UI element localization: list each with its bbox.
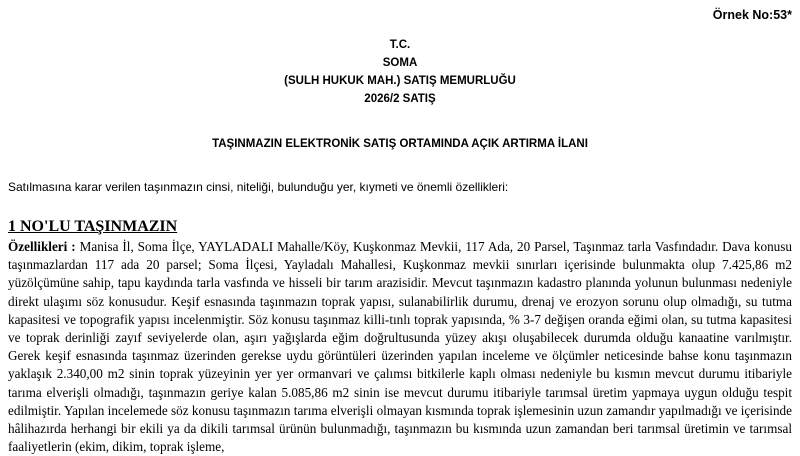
example-number: Örnek No:53*: [712, 8, 792, 22]
document-header: [0, 36, 800, 108]
header-line-case: 2026/2 SATIŞ: [364, 93, 436, 105]
header-line-office: (SULH HUKUK MAH.) SATIŞ MEMURLUĞU: [284, 75, 516, 87]
header-line-soma: SOMA: [382, 57, 418, 69]
features-label: Özellikleri :: [8, 239, 76, 254]
announcement-title: TAŞINMAZIN ELEKTRONİK SATIŞ ORTAMINDA AÇIK ARTIRMA İLANI: [212, 138, 588, 150]
section-heading: 1 NO'LU TAŞINMAZIN: [8, 218, 178, 235]
features-paragraph: [8, 238, 792, 456]
intro-text: Satılmasına karar verilen taşınmazın cinsi, niteliği, bulunduğu yer, kıymeti ve önemli özellikleri:: [8, 180, 509, 194]
features-text: Manisa İl, Soma İlçe, YAYLADALI Mahalle/Köy, Kuşkonmaz Mevkii, 117 Ada, 20 Parsel, Taşınmaz tarla Vasfındadır. Dava konusu taşınmazlardan 117 ada 20 parsel; Soma İlçesi, Yayladalı Mahallesi, Kuşkonmaz mevkii sınırları içerisinde bulunmakta olup 7.425,86 m2 yüzölçümüne sahip, tapu kaydında tarla vasfında ve hisseli bir tarım arazisidir. Mevcut taşınmazın kadastro planında yolunun bulunması nedeniyle direkt ulaşımı söz konusudur. Keşif esnasında taşınmazın toprak yapısı, sulanabilirlik durumu, drenaj ve erozyon sorunu olup olmadığı, su tutma kapasitesi ve topografik yapısı incelenmiştir. Söz konusu taşınmaz killi-tınlı toprak yapısında, % 3-7 değişen oranda eğimi olan, su tutma kapasitesi ve toprak derinliği zayıf seviyelerde olan, aşırı yağışlarda eğim doğrultusunda yüzey akışı oluşabilecek durumda olduğu kanaatine varılmıştır. Gerek keşif esnasında taşınmaz üzerinden gerekse uydu görüntüleri üzerinden yapılan inceleme ve ölçümler neticesinde bahse konu taşınmazın yaklaşık 2.340,00 m2 sinin toprak yüzeyinin yer yer ormanvari ve çalımsı bitkilerle kaplı olması nedeniyle bu kısmın mevcut durumu itibariyle tarıma elverişli olmadığı, taşınmazın geriye kalan 5.085,86 m2 sinin ise mevcut durumu itibariyle tarımsal üretim yapmaya uygun olduğu tespit edilmiştir. Yapılan incelemede söz konusu taşınmazın tarıma elverişli olmayan kısmında toprak işlemesinin uzun zamandır yapılmadığı ve içerisinde hâlihazırda herhangi bir ekili ya da dikili tarımsal ürünün bulunmadığı, taşınmazın bu kısmında uzun zamandan beri tarımsal üretimin ve tarımsal faaliyetlerin (ekim, dikim, toprak işleme,: [8, 239, 793, 455]
header-line-tc: T.C.: [389, 39, 411, 51]
